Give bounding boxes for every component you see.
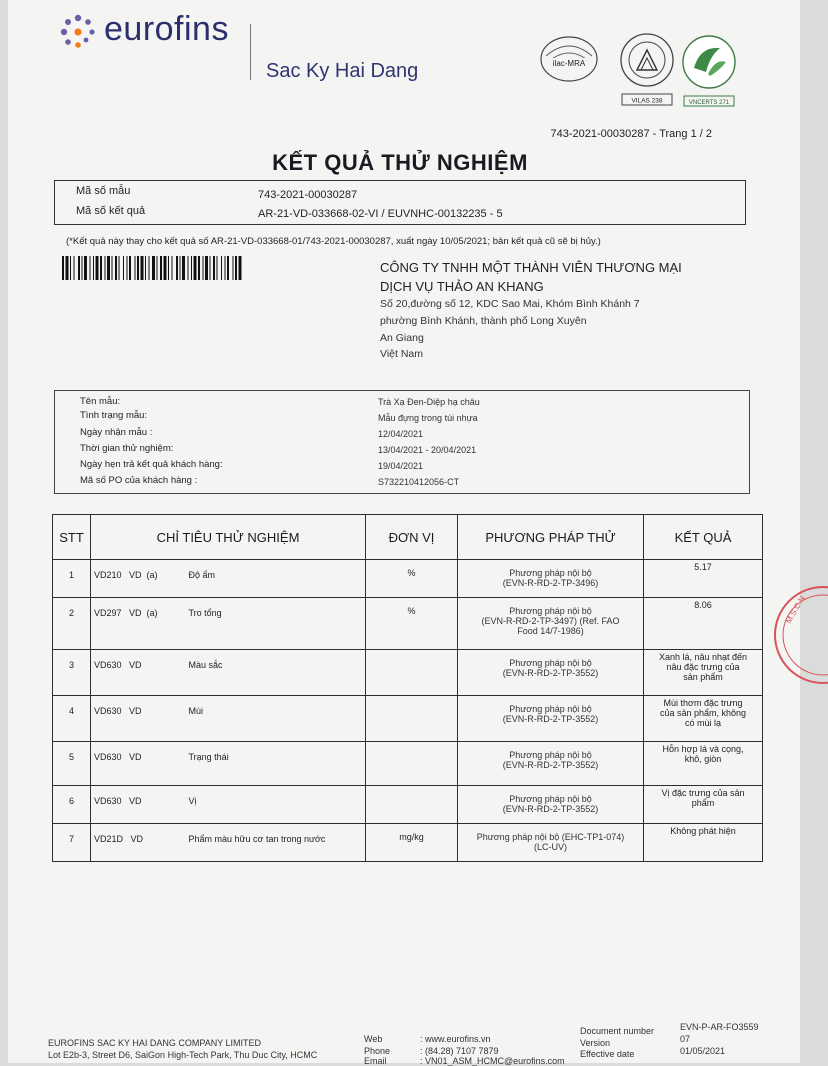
logo-divider xyxy=(250,24,251,80)
footer-docnum-label: Document number xyxy=(580,1026,655,1036)
row-unit xyxy=(366,650,458,696)
footer-email-value: : VN01_ASM_HCMC@eurofins.com xyxy=(420,1056,565,1066)
header-stt: STT xyxy=(53,515,91,560)
footer-phone-label: Phone xyxy=(364,1046,391,1056)
footer-address: Lot E2b-3, Street D6, SaiGon High-Tech Park, Thu Duc City, HCMC xyxy=(48,1050,318,1060)
row-method: Phương pháp nội bộ (EVN-R-RD-2-TP-3552) xyxy=(458,786,644,824)
row-stt: 4 xyxy=(53,696,91,742)
row-test-code: VD630 VD xyxy=(91,786,186,824)
row-result: 8.06 xyxy=(644,598,763,650)
table-row xyxy=(53,560,763,598)
eurofins-logo-icon xyxy=(58,12,98,52)
footer-email-label: Email xyxy=(364,1056,387,1066)
row-method: Phương pháp nội bộ (EVN-R-RD-2-TP-3552) xyxy=(458,742,644,786)
row-result: 5.17 xyxy=(644,560,763,598)
row-result: Vị đặc trưng của sản phẩm xyxy=(644,786,763,824)
row-unit xyxy=(366,786,458,824)
row-stt: 6 xyxy=(53,786,91,824)
row-test-name: Màu sắc xyxy=(186,650,366,696)
vilas-code: VILAS 238 xyxy=(631,97,663,105)
row-test-name: Trạng thái xyxy=(186,742,366,786)
customer-address-line3: An Giang xyxy=(380,332,424,344)
po-number-label: Mã số PO của khách hàng : xyxy=(80,475,198,486)
result-code-value: AR-21-VD-033668-02-VI / EUVNHC-00132235 - 5 xyxy=(258,208,503,220)
table-row xyxy=(53,786,763,824)
row-test-code: VD630 VD xyxy=(91,696,186,742)
row-test-code: VD297 VD (a) xyxy=(91,598,186,650)
test-period-value: 13/04/2021 - 20/04/2021 xyxy=(378,445,477,455)
table-row xyxy=(53,742,763,786)
stamp-text: M.S.C.N xyxy=(783,594,807,625)
table-row xyxy=(53,598,763,650)
row-test-name: Độ ẩm xyxy=(186,560,366,598)
table-row xyxy=(53,650,763,696)
row-result: Xanh lá, nâu nhạt đến nâu đặc trưng của sản phẩm xyxy=(644,650,763,696)
vncerts-seal-icon xyxy=(680,32,738,108)
row-stt: 3 xyxy=(53,650,91,696)
document-page-number: 743-2021-00030287 - Trang 1 / 2 xyxy=(550,128,712,140)
customer-address-line4: Việt Nam xyxy=(380,348,423,360)
brand-logo-text: eurofins xyxy=(104,10,229,48)
row-stt: 7 xyxy=(53,824,91,862)
header-method: PHƯƠNG PHÁP THỬ xyxy=(458,515,644,560)
sample-code-label: Mã số mẫu xyxy=(76,185,131,197)
footer-phone-value: : (84.28) 7107 7879 xyxy=(420,1046,499,1056)
received-date-label: Ngày nhận mẫu : xyxy=(80,427,153,438)
row-result: Không phát hiện xyxy=(644,824,763,862)
sample-condition-label: Tình trạng mẫu: xyxy=(80,410,148,421)
table-row xyxy=(53,696,763,742)
row-unit: mg/kg xyxy=(366,824,458,862)
row-unit: % xyxy=(366,560,458,598)
customer-address-line1: Số 20,đường số 12, KDC Sao Mai, Khóm Bình Khánh 7 xyxy=(380,298,640,310)
row-result: Mùi thơm đặc trưng của sản phẩm, không có mùi lạ xyxy=(644,696,763,742)
footer-version-value: 07 xyxy=(680,1034,691,1044)
row-test-code: VD21D VD xyxy=(91,824,186,862)
po-number-value: S732210412056-CT xyxy=(378,477,460,487)
report-page xyxy=(8,0,807,1066)
table-header-row xyxy=(53,515,763,560)
vncerts-code: VNCERTS 271 xyxy=(688,100,730,106)
footer-effdate-value: 01/05/2021 xyxy=(680,1046,726,1056)
row-method: Phương pháp nội bộ (EVN-R-RD-2-TP-3552) xyxy=(458,696,644,742)
sample-code-value: 743-2021-00030287 xyxy=(258,189,358,201)
header-test-item: CHỈ TIÊU THỬ NGHIỆM xyxy=(91,515,366,560)
header-unit: ĐƠN VỊ xyxy=(366,515,458,560)
sample-condition-value: Mẫu đựng trong túi nhựa xyxy=(378,413,478,423)
result-code-label: Mã số kết quả xyxy=(76,205,146,217)
row-method: Phương pháp nội bộ (EVN-R-RD-2-TP-3552) xyxy=(458,650,644,696)
table-row xyxy=(53,824,763,862)
received-date-value: 12/04/2021 xyxy=(378,429,424,439)
footer-web-label: Web xyxy=(364,1034,383,1044)
row-method: Phương pháp nội bộ (EVN-R-RD-2-TP-3497) (Ref. FAO Food 14/7-1986) xyxy=(458,598,644,650)
row-test-code: VD630 VD xyxy=(91,742,186,786)
row-result: Hỗn hợp lá và cọng, khô, giòn xyxy=(644,742,763,786)
row-test-name: Vị xyxy=(186,786,366,824)
sample-name-label: Tên mẫu: xyxy=(80,396,121,407)
due-date-value: 19/04/2021 xyxy=(378,461,424,471)
row-test-name: Tro tổng xyxy=(186,598,366,650)
results-table xyxy=(52,514,763,862)
replacement-note: (*Kết quả này thay cho kết quả số AR-21-VD-033668-01/743-2021-00030287, xuất ngày 10/05/2021; bản kết quả cũ sẽ bị hủy.) xyxy=(66,236,601,247)
row-test-name: Phẩm màu hữu cơ tan trong nước xyxy=(186,824,366,862)
due-date-label: Ngày hẹn trả kết quả khách hàng: xyxy=(80,459,223,470)
row-unit xyxy=(366,742,458,786)
brand-subtitle: Sac Ky Hai Dang xyxy=(266,60,419,82)
ilac-mra-seal-icon xyxy=(538,34,600,84)
row-unit: % xyxy=(366,598,458,650)
row-unit xyxy=(366,696,458,742)
footer-version-label: Version xyxy=(580,1038,611,1048)
header-result: KẾT QUẢ xyxy=(644,515,763,560)
row-method: Phương pháp nội bộ (EHC-TP1-074) (LC-UV) xyxy=(458,824,644,862)
ilac-label: ilac-MRA xyxy=(552,59,586,68)
row-test-name: Mùi xyxy=(186,696,366,742)
footer-company: EUROFINS SAC KY HAI DANG COMPANY LIMITED xyxy=(48,1038,262,1048)
footer-docnum-value: EVN-P-AR-FO3559 xyxy=(680,1022,759,1032)
row-test-code: VD210 VD (a) xyxy=(91,560,186,598)
barcode-icon xyxy=(62,256,240,280)
page-title: KẾT QUẢ THỬ NGHIỆM xyxy=(272,150,528,175)
boa-vilas-seal-icon xyxy=(618,30,676,108)
customer-address-line2: phường Bình Khánh, thành phố Long Xuyên xyxy=(380,315,587,327)
row-method: Phương pháp nội bộ (EVN-R-RD-2-TP-3496) xyxy=(458,560,644,598)
row-stt: 5 xyxy=(53,742,91,786)
footer-web-value: : www.eurofins.vn xyxy=(420,1034,491,1044)
sample-name-value: Trà Xạ Đen-Diệp hạ châu xyxy=(378,397,480,407)
footer-effdate-label: Effective date xyxy=(580,1049,635,1059)
test-period-label: Thời gian thử nghiệm: xyxy=(80,443,174,454)
customer-name-line2: DỊCH VỤ THẢO AN KHANG xyxy=(380,279,544,294)
row-test-code: VD630 VD xyxy=(91,650,186,696)
row-stt: 2 xyxy=(53,598,91,650)
row-stt: 1 xyxy=(53,560,91,598)
red-stamp-icon xyxy=(768,580,828,690)
customer-name-line1: CÔNG TY TNHH MỘT THÀNH VIÊN THƯƠNG MẠI xyxy=(380,260,682,275)
